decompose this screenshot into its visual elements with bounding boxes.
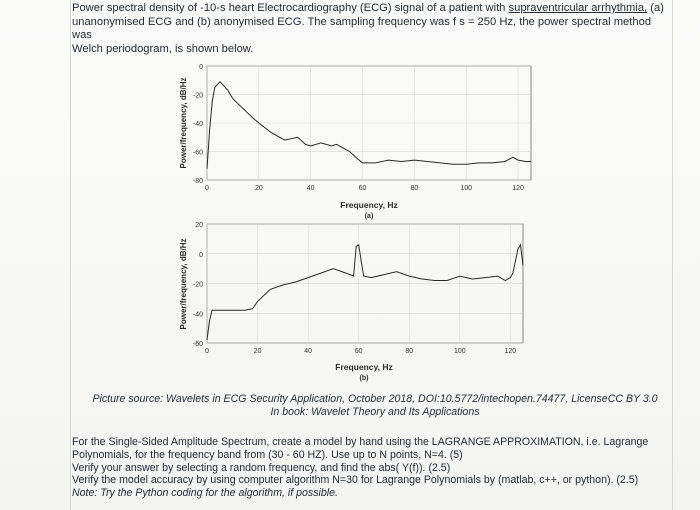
plot-a-y-tick-label: -20 (192, 92, 203, 100)
plot-a-x-ticks (205, 185, 524, 192)
plot-b-y-tick-label: -40 (192, 311, 203, 319)
plot-b-x-tick-label: 60 (354, 348, 363, 355)
task-line-1: For the Single-Sided Amplitude Spectrum, create a model by hand using the LAGRANGE APPROXIMATION, i.e. Lagrange (72, 436, 649, 448)
plot-b-x-tick-label: 80 (405, 348, 414, 355)
plot-a-x-label: Frequency, Hz (340, 200, 398, 210)
plot-a-y-ticks (193, 64, 203, 185)
plot-b-x-tick-label: 40 (304, 348, 313, 355)
plot-b-x-ticks (205, 348, 516, 355)
caption-line-1: Picture source: Wavelets in ECG Security Application, October 2018, DOI:10.5772/intechopen.74477, LicenseCC BY 3.0 (92, 393, 658, 405)
plot-b-sublabel: (b) (359, 375, 369, 382)
plot-b (179, 222, 523, 382)
plot-a-x-tick-label: 100 (460, 185, 473, 192)
plot-a-sublabel: (a) (364, 213, 374, 220)
plot-b-x-label: Frequency, Hz (335, 362, 393, 372)
plot-b-y-tick-label: -60 (192, 341, 203, 348)
plot-b-grid (207, 224, 523, 343)
plot-a-y-tick-label: -60 (192, 149, 203, 157)
task-instructions (72, 436, 670, 500)
plot-b-y-tick-label: -20 (192, 281, 203, 289)
plot-b-x-tick-label: 0 (205, 348, 209, 355)
plot-a-x-tick-label: 20 (254, 185, 263, 192)
intro-line-2: unanonymised ECG and (b) anonymised ECG. The sampling frequency was f s = 250 Hz, the power spectral method was (72, 15, 652, 41)
task-line-5: Note: Try the Python coding for the algorithm, if possible. (72, 487, 338, 500)
plot-b-series-line (207, 245, 523, 340)
plot-a-y-tick-label: 0 (199, 64, 203, 71)
plot-a-y-tick-label: -40 (192, 121, 203, 128)
intro-line-1-text: Power spectral density of -10-s heart Electrocardiography (ECG) signal of a patient with (72, 2, 509, 14)
plot-a-x-tick-label: 120 (512, 185, 524, 192)
plot-a-x-tick-label: 80 (410, 185, 419, 192)
plot-a-x-tick-label: 0 (205, 185, 209, 192)
picture-source-caption (80, 393, 670, 419)
task-line-3: Verify your answer by selecting a random frequency, and find the abs( Y(f)). (2.5) (72, 461, 451, 474)
plot-a (179, 64, 531, 220)
task-line-2: Polynomials, for the frequency band from (30 - 60 HZ). Use up to N points, N=4. (5) (72, 448, 463, 461)
plot-a-x-tick-label: 60 (358, 185, 367, 192)
plot-b-y-ticks (193, 222, 203, 348)
plot-b-x-tick-label: 120 (504, 348, 517, 355)
plot-b-x-tick-label: 20 (253, 348, 262, 355)
plot-b-y-tick-label: 20 (195, 222, 203, 229)
plot-a-y-label: Power/frequency, dB/Hz (179, 77, 188, 169)
intro-line-1-end: (a) (647, 2, 664, 14)
plot-b-y-tick-label: 0 (199, 251, 203, 259)
plot-b-y-label: Power/frequency, dB/Hz (179, 238, 188, 330)
plot-a-y-tick-label: -80 (192, 178, 203, 185)
caption-line-2: In book: Wavelet Theory and Its Applications (270, 406, 480, 418)
plot-a-x-tick-label: 40 (306, 185, 315, 192)
plot-b-x-tick-label: 100 (453, 348, 466, 355)
intro-line-3: Welch periodogram, is shown below. (72, 42, 254, 55)
arrhythmia-link: supraventricular arrhythmia, (508, 2, 648, 14)
task-line-4: Verify the model accuracy by using computer algorithm N=30 for Lagrange Polynomials by (matlab, c++, or python). (2.5) (72, 474, 639, 487)
